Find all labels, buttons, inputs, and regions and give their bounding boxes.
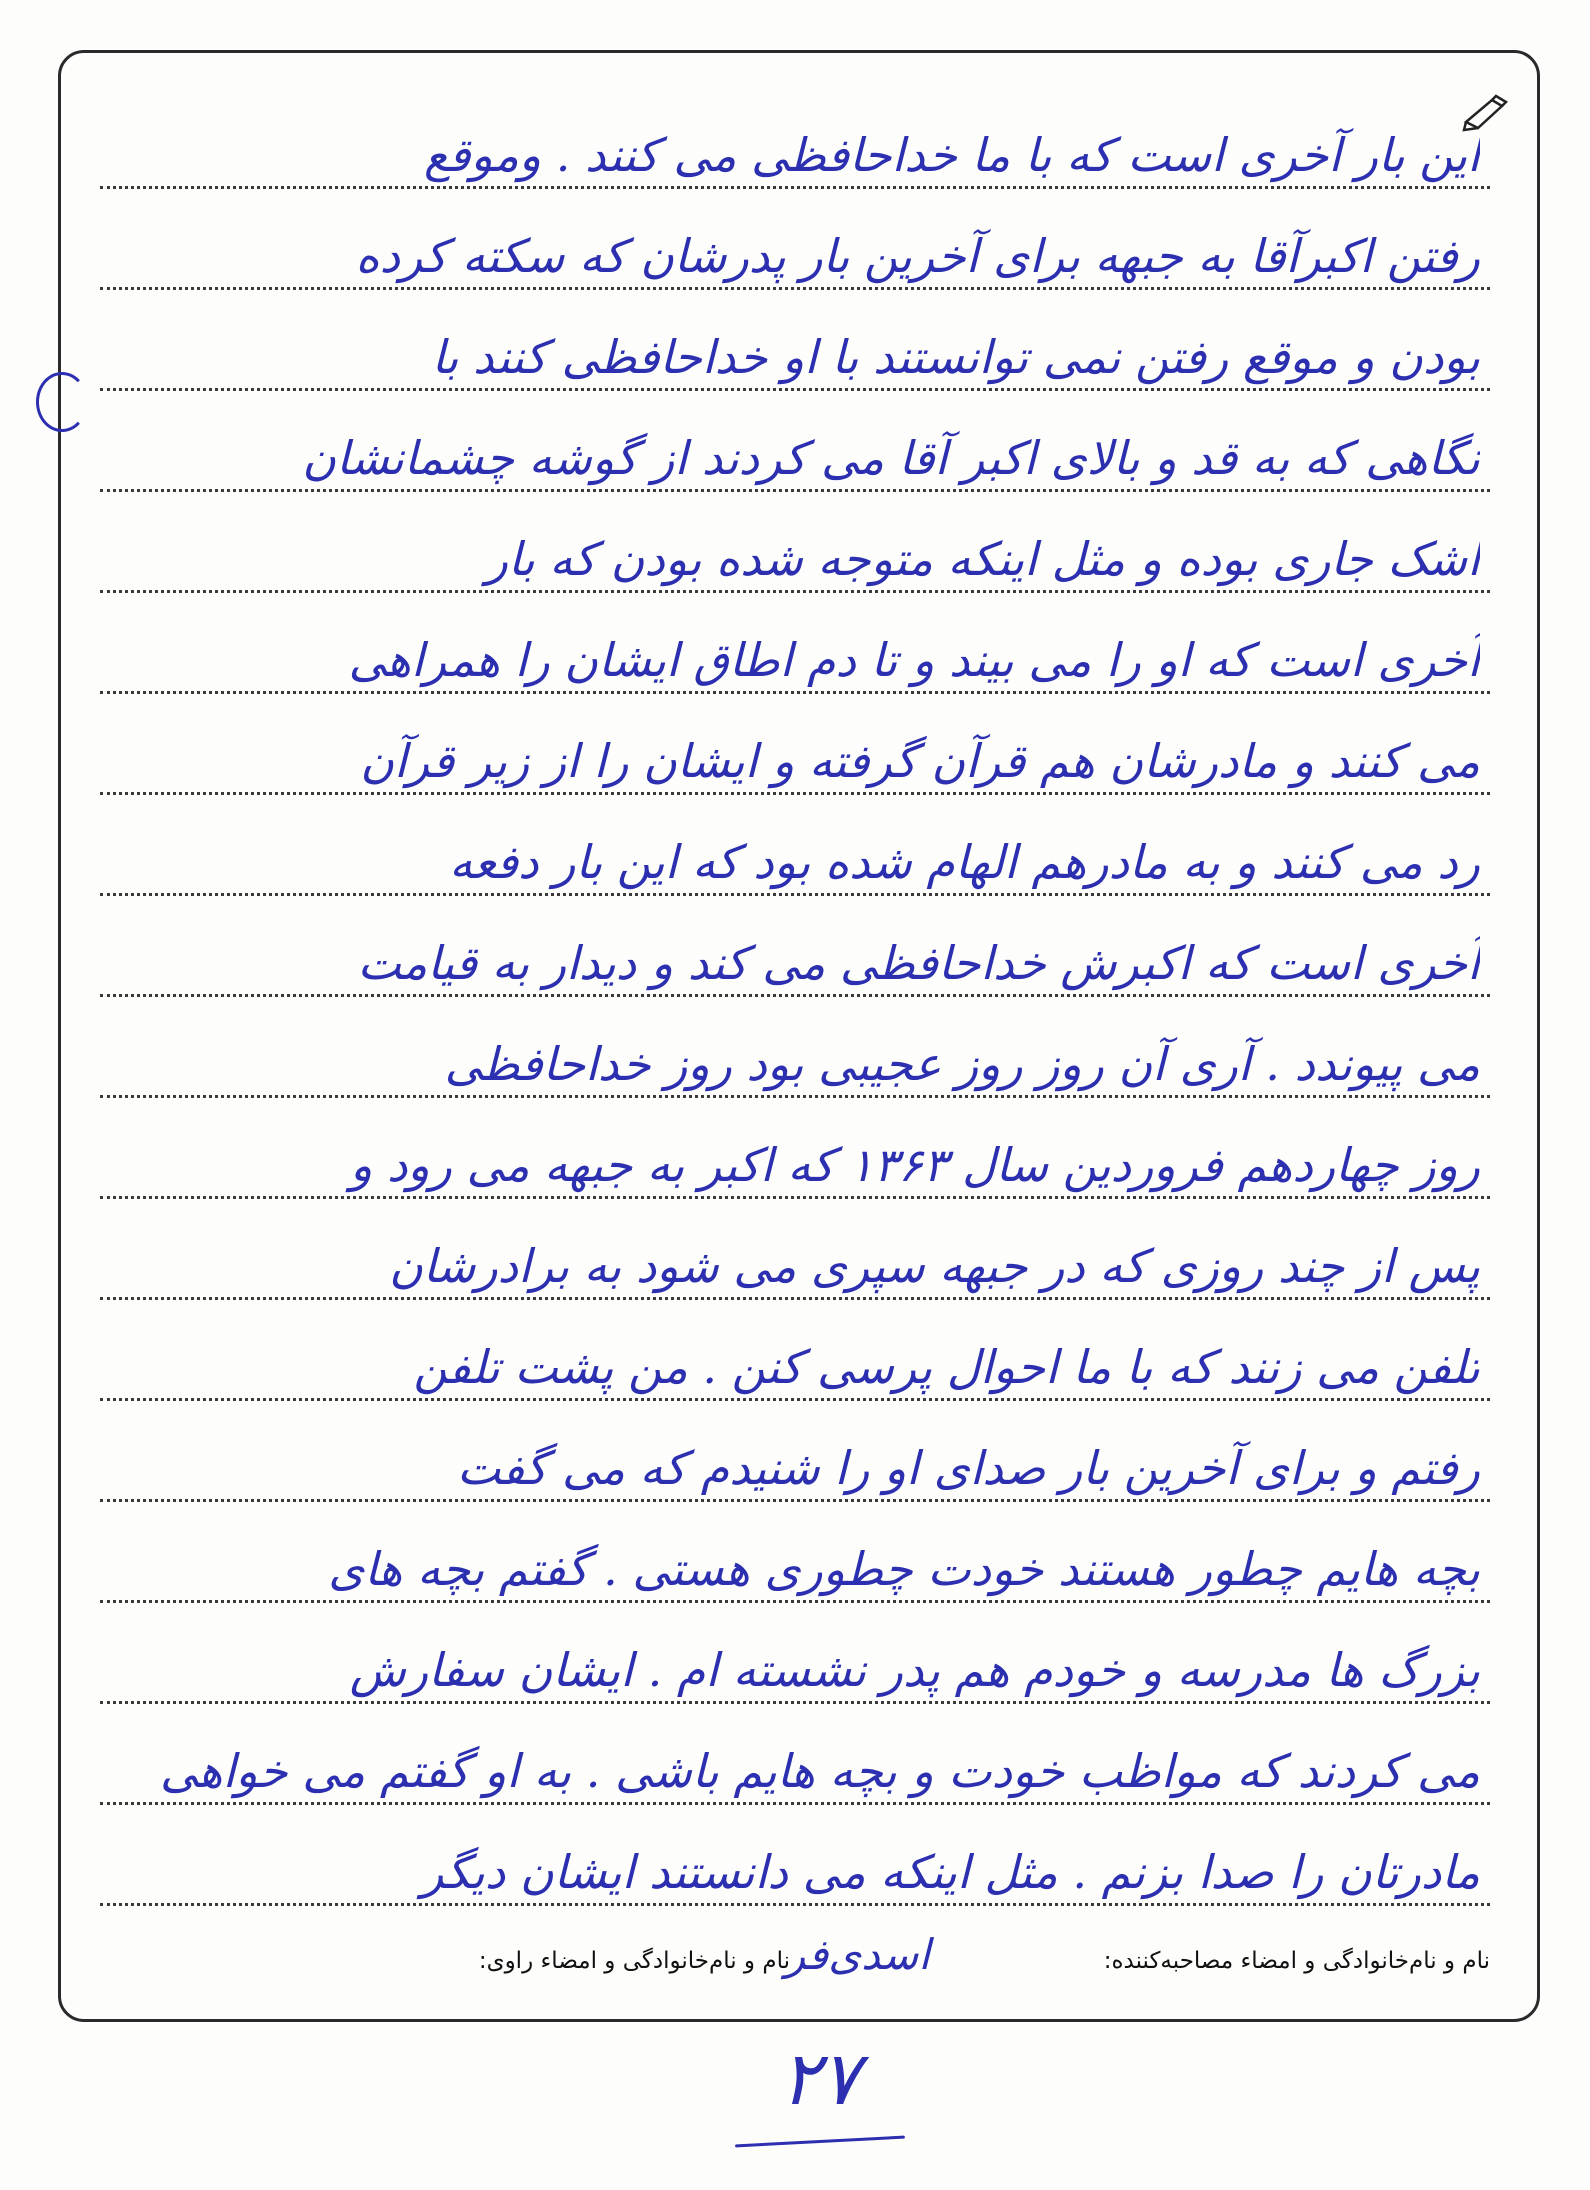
signature-footer [90, 1930, 1490, 1990]
interviewer-label: نام و نام‌خانوادگی و امضاء مصاحبه‌کننده: [1103, 1948, 1490, 1974]
handwritten-text: بچه هایم چطور هستند خودت چطوری هستی . گفتم بچه های [328, 1542, 1480, 1596]
text-line [100, 1805, 1490, 1906]
text-line [100, 189, 1490, 290]
handwritten-text: پس از چند روزی که در جبهه سپری می شود به برادرشان [389, 1239, 1480, 1293]
handwritten-text: مادرتان را صدا بزنم . مثل اینکه می دانستند ایشان دیگر [421, 1845, 1480, 1899]
page-number: ۲۷ [780, 2036, 860, 2122]
handwritten-text: می پیوندد . آری آن روز روز عجیبی بود روز خداحافظی [444, 1037, 1480, 1091]
handwritten-text: می کردند که مواظب خودت و بچه هایم باشی . به او گفتم می خواهی [160, 1744, 1480, 1798]
handwritten-text: رفتم و برای آخرین بار صدای او را شنیدم که می گفت [457, 1441, 1480, 1495]
handwritten-text: آخری است که او را می بیند و تا دم اطاق ایشان را همراهی [348, 633, 1480, 687]
handwritten-lines [100, 88, 1490, 1906]
handwritten-text: روز چهاردهم فروردین سال ۱۳۶۳ که اکبر به جبهه می رود و [350, 1138, 1480, 1192]
text-line [100, 795, 1490, 896]
narrator-label: نام و نام‌خانوادگی و امضاء راوی: [478, 1948, 790, 1974]
text-line [100, 88, 1490, 189]
text-line [100, 896, 1490, 997]
text-line [100, 391, 1490, 492]
handwritten-text: رفتن اکبرآقا به جبهه برای آخرین بار پدرشان که سکته کرده [355, 229, 1480, 283]
handwritten-text: اشک جاری بوده و مثل اینکه متوجه شده بودن که بار [485, 532, 1480, 586]
text-line [100, 997, 1490, 1098]
text-line [100, 1300, 1490, 1401]
text-line [100, 1603, 1490, 1704]
handwritten-text: بزرگ ها مدرسه و خودم هم پدر نشسته ام . ایشان سفارش [349, 1643, 1480, 1697]
text-line [100, 1502, 1490, 1603]
text-line [100, 1704, 1490, 1805]
handwritten-text: رد می کنند و به مادرهم الهام شده بود که این بار دفعه [449, 835, 1480, 889]
margin-mark [36, 372, 88, 432]
text-line [100, 694, 1490, 795]
handwritten-text: تلفن می زنند که با ما احوال پرسی کنن . من پشت تلفن [413, 1340, 1480, 1394]
interviewer-signature: اسدی‌فر [784, 1930, 930, 1979]
handwritten-text: این بار آخری است که با ما خداحافظی می کنند . وموقع [424, 128, 1480, 182]
handwritten-text: بودن و موقع رفتن نمی توانستند با او خداحافظی کنند با [431, 330, 1480, 384]
text-line [100, 492, 1490, 593]
text-line [100, 1401, 1490, 1502]
handwritten-text: آخری است که اکبرش خداحافظی می کند و دیدار به قیامت [357, 936, 1480, 990]
handwritten-text: نگاهی که به قد و بالای اکبر آقا می کردند از گوشه چشمانشان [302, 431, 1480, 485]
text-line [100, 290, 1490, 391]
text-line [100, 593, 1490, 694]
text-line [100, 1199, 1490, 1300]
page-number-underline [735, 2136, 905, 2148]
text-line [100, 1098, 1490, 1199]
handwritten-text: می کنند و مادرشان هم قرآن گرفته و ایشان را از زیر قرآن [360, 734, 1480, 788]
